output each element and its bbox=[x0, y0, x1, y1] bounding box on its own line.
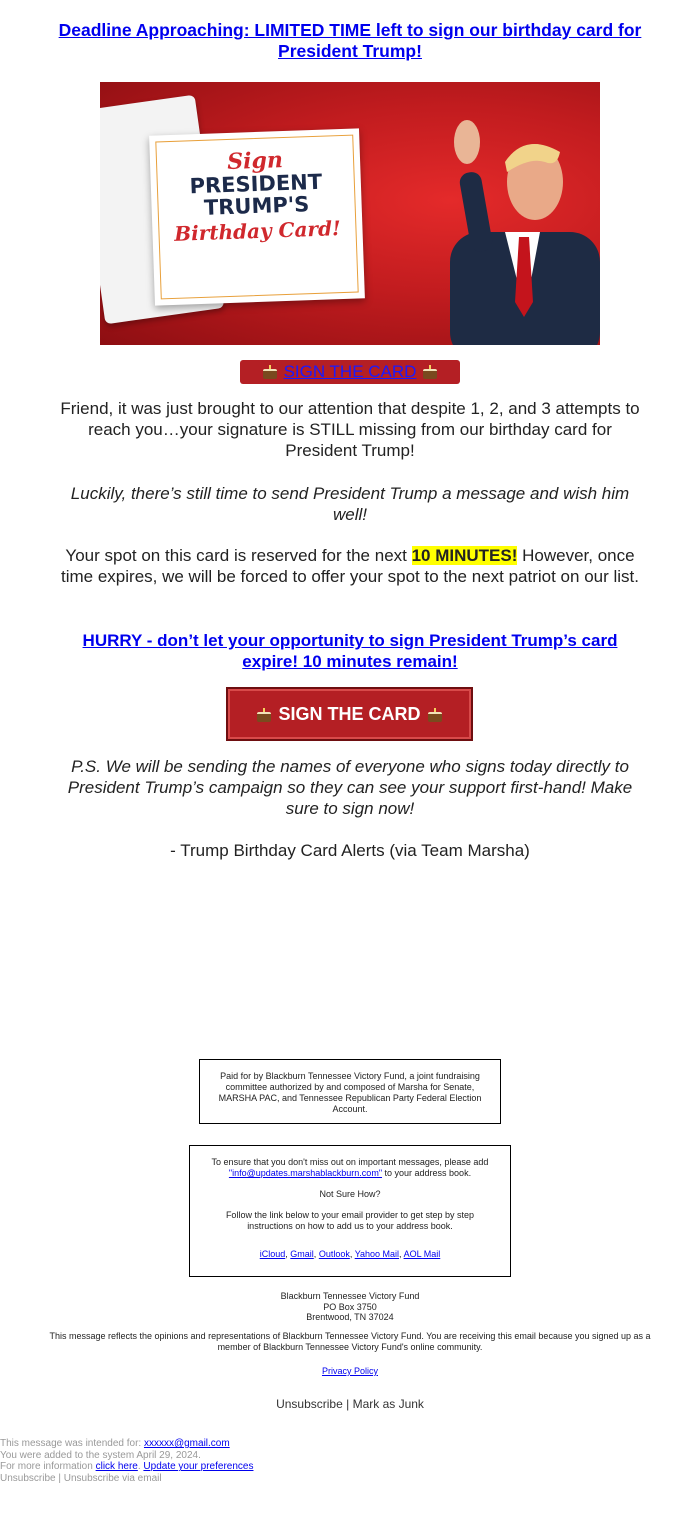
reserved-text-end: However, once time expires, we will be forced to offer your spot to the next patriot on our list. bbox=[61, 546, 639, 586]
sign-card-button-small[interactable] bbox=[240, 360, 460, 384]
intended-label: This message was intended for: bbox=[0, 1438, 144, 1449]
privacy-policy-link[interactable]: Privacy Policy bbox=[321, 1366, 378, 1376]
card-text-president: PRESIDENT bbox=[189, 169, 323, 199]
address-instructions-end: to your address book. bbox=[382, 1168, 472, 1178]
not-sure-how: Not Sure How? bbox=[319, 1189, 381, 1199]
provider-link-aol[interactable]: AOL Mail bbox=[403, 1249, 441, 1259]
footer-unsubscribe-link[interactable]: Unsubscribe bbox=[0, 1473, 56, 1485]
mark-as-junk-link[interactable]: Mark as Junk bbox=[352, 1397, 424, 1411]
cake-icon bbox=[255, 707, 273, 721]
sign-card-button-label: SIGN THE CARD bbox=[278, 704, 421, 724]
paid-for-text: Paid for by Blackburn Tennessee Victory Fund, a joint fundraising committee authorized by and composed of Marsha for Senate, MARSHA PAC, and Tennessee Republican Party Federal Election Account. bbox=[218, 1071, 482, 1114]
reserved-text-start: Your spot on this card is reserved for the next bbox=[65, 546, 412, 565]
trump-photo bbox=[445, 112, 600, 345]
hurry-link[interactable]: HURRY - don’t let your opportunity to sign President Trump’s card expire! 10 minutes remain! bbox=[82, 631, 618, 671]
ten-minutes-highlight: 10 MINUTES! bbox=[411, 546, 518, 565]
unsubscribe-link[interactable]: Unsubscribe bbox=[276, 1397, 343, 1411]
address-book-instructions bbox=[204, 1157, 496, 1179]
footer-added: You were added to the system April 29, 2024. bbox=[0, 1449, 201, 1461]
paragraph-intro: Friend, it was just brought to our attention that despite 1, 2, and 3 attempts to reach you…your signature is STILL missing from our birthday card for President Trump! bbox=[60, 399, 640, 460]
birthday-card-graphic bbox=[149, 128, 365, 305]
intended-email-link[interactable]: xxxxxx@gmail.com bbox=[143, 1438, 230, 1449]
address-instructions-start: To ensure that you don't miss out on important messages, please add bbox=[211, 1157, 489, 1167]
headline bbox=[50, 20, 650, 62]
footer-unsubscribe-email-link[interactable]: Unsubscribe via email bbox=[63, 1473, 162, 1485]
sign-card-button-large[interactable] bbox=[226, 687, 473, 741]
click-here-link[interactable]: click here bbox=[95, 1461, 138, 1473]
update-preferences-link[interactable]: Update your preferences bbox=[143, 1461, 254, 1473]
disclaimer: This message reflects the opinions and representations of Blackburn Tennessee Victory Fund. You are receiving this email because you signed up as a member of Blackburn Tennessee Victory Fund's online community. bbox=[49, 1331, 651, 1352]
provider-links: iCloud, Gmail, Outlook, Yahoo Mail, AOL Mail bbox=[259, 1249, 441, 1259]
provider-link-gmail[interactable]: Gmail bbox=[290, 1249, 314, 1259]
paragraph-reserved bbox=[55, 545, 645, 587]
card-text-sign: Sign bbox=[226, 147, 284, 175]
follow-instructions: Follow the link below to your email provider to get step by step instructions on how to add us to your address book. bbox=[225, 1210, 475, 1231]
privacy-row bbox=[0, 1366, 700, 1377]
headline-link[interactable]: Deadline Approaching: LIMITED TIME left to sign our birthday card for President Trump! bbox=[58, 20, 642, 61]
cake-icon bbox=[426, 707, 444, 721]
unsubscribe-row bbox=[0, 1397, 700, 1411]
footer-separator: | bbox=[55, 1473, 64, 1485]
provider-link-icloud[interactable]: iCloud bbox=[259, 1249, 286, 1259]
footer bbox=[0, 1438, 253, 1485]
org-name: Blackburn Tennessee Victory Fund bbox=[280, 1291, 420, 1301]
paragraph-luckily: Luckily, there’s still time to send President Trump a message and wish him well! bbox=[70, 484, 630, 524]
org-po-box: PO Box 3750 bbox=[323, 1301, 377, 1312]
hero-image[interactable] bbox=[100, 82, 600, 345]
card-text-trumps: TRUMP'S bbox=[203, 192, 310, 220]
address-book-box bbox=[189, 1145, 511, 1277]
cake-icon bbox=[421, 364, 439, 378]
cake-icon bbox=[261, 364, 279, 378]
ps-paragraph: P.S. We will be sending the names of everyone who signs today directly to President Trump’s campaign so they can see your support first-hand! Make sure to sign now! bbox=[67, 757, 633, 818]
provider-link-outlook[interactable]: Outlook bbox=[318, 1249, 350, 1259]
card-text-birthday: Birthday Card! bbox=[173, 216, 342, 246]
provider-link-yahoo[interactable]: Yahoo Mail bbox=[354, 1249, 400, 1259]
footer-more-info bbox=[0, 1461, 253, 1473]
footer-unsubscribe bbox=[0, 1473, 253, 1485]
unsubscribe-separator: | bbox=[346, 1397, 350, 1411]
hurry-paragraph bbox=[55, 630, 645, 672]
paid-for-box bbox=[199, 1059, 501, 1124]
org-city: Brentwood, TN 37024 bbox=[306, 1312, 394, 1322]
more-info-separator: . bbox=[137, 1461, 144, 1473]
sender-email-link[interactable]: "info@updates.marshablackburn.com" bbox=[228, 1168, 383, 1178]
org-address bbox=[0, 1291, 700, 1323]
more-info-label: For more information bbox=[0, 1461, 96, 1473]
sign-card-link-small[interactable]: SIGN THE CARD bbox=[283, 362, 417, 381]
footer-intended bbox=[0, 1438, 253, 1450]
signoff: - Trump Birthday Card Alerts (via Team Marsha) bbox=[170, 841, 530, 860]
